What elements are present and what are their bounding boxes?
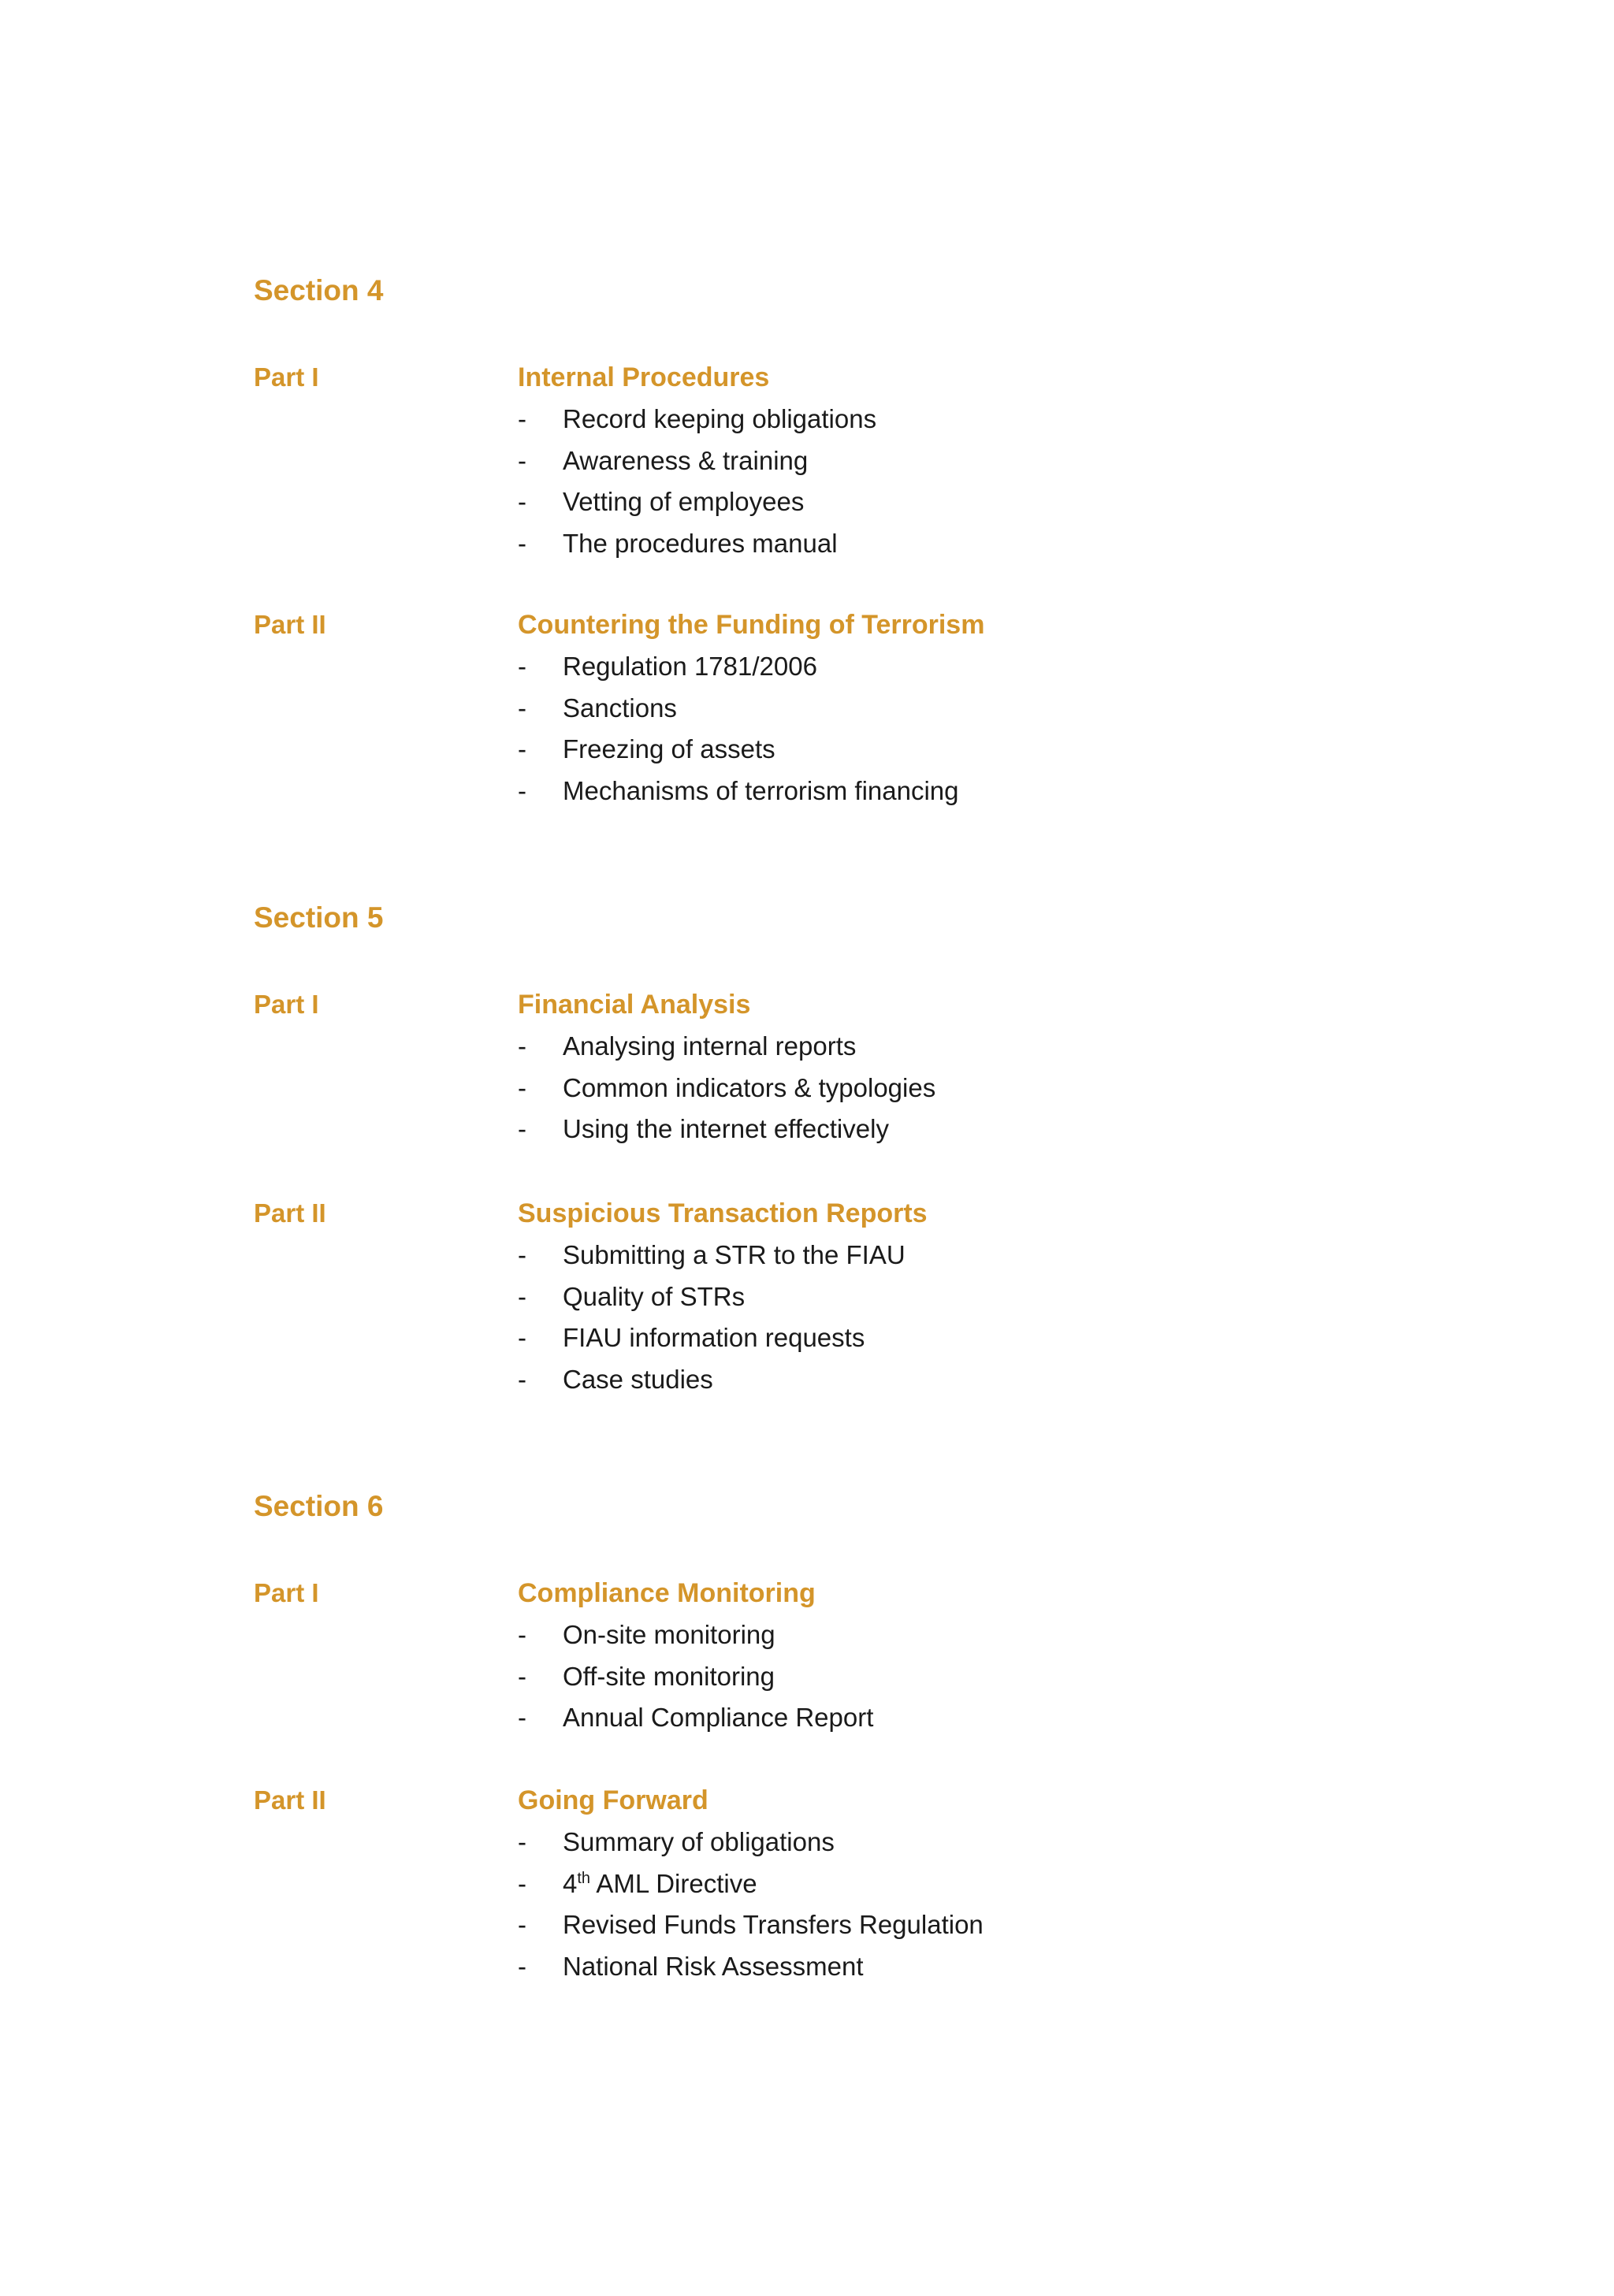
- bullet-dash: -: [518, 528, 526, 558]
- list-item: [518, 445, 1306, 489]
- list-item-text: Mechanisms of terrorism financing: [563, 775, 959, 805]
- bullet-dash: -: [518, 1072, 526, 1102]
- list-item-text: Sanctions: [563, 693, 677, 723]
- list-item-text: Common indicators & typologies: [563, 1072, 936, 1102]
- bullet-dash: -: [518, 1827, 526, 1856]
- list-item-text: National Risk Assessment: [563, 1951, 864, 1981]
- list-item-text: Quality of STRs: [563, 1281, 746, 1311]
- list-item: [518, 1072, 1306, 1116]
- topic-title: Going Forward: [518, 1785, 708, 1815]
- list-item: [518, 1704, 1306, 1746]
- part-label: Part II: [254, 610, 326, 639]
- list-item: [518, 1663, 1306, 1705]
- bullet-dash: -: [518, 1868, 526, 1898]
- part-label: Part II: [254, 1198, 326, 1228]
- list-item-text: Case studies: [563, 1364, 713, 1394]
- list-item: [518, 1242, 1306, 1284]
- list-item-text: Awareness & training: [563, 445, 809, 475]
- list-item: [518, 736, 1306, 778]
- topic-block: [518, 364, 1306, 571]
- list-item-text: Analysing internal reports: [563, 1031, 857, 1061]
- topic-block: [518, 611, 1306, 819]
- list-item-text: Vetting of employees: [563, 487, 805, 516]
- topic-list: [518, 1622, 1306, 1746]
- bullet-dash: -: [518, 1620, 526, 1649]
- list-item: [518, 1033, 1306, 1075]
- list-item-text: Submitting a STR to the FIAU: [563, 1240, 906, 1269]
- list-item-text: Using the internet effectively: [563, 1114, 889, 1143]
- bullet-dash: -: [518, 775, 526, 805]
- bullet-dash: -: [518, 1703, 526, 1732]
- topic-block: [518, 1580, 1306, 1746]
- topic-block: [518, 1787, 1306, 1994]
- bullet-dash: -: [518, 445, 526, 475]
- list-item: [518, 530, 1306, 572]
- list-item: [518, 1281, 1306, 1325]
- list-item: [518, 1116, 1306, 1157]
- directive-name: AML Directive: [590, 1868, 757, 1898]
- bullet-dash: -: [518, 1951, 526, 1981]
- topic-list: [518, 1033, 1306, 1157]
- list-item: [518, 1953, 1306, 1995]
- list-item-text: Annual Compliance Report: [563, 1703, 874, 1732]
- bullet-dash: -: [518, 1114, 526, 1143]
- list-item-text: [563, 1868, 757, 1898]
- bullet-dash: -: [518, 1281, 526, 1311]
- list-item: [518, 1911, 1306, 1953]
- part-label: Part II: [254, 1785, 326, 1815]
- list-item-text: FIAU information requests: [563, 1323, 865, 1352]
- topic-title: Financial Analysis: [518, 990, 751, 1020]
- list-item: [518, 775, 1306, 819]
- bullet-dash: -: [518, 487, 526, 516]
- list-item: [518, 406, 1306, 448]
- list-item: [518, 489, 1306, 530]
- bullet-dash: -: [518, 404, 526, 433]
- part-label: Part I: [254, 1578, 319, 1607]
- bullet-dash: -: [518, 693, 526, 723]
- list-item: [518, 695, 1306, 737]
- bullet-dash: -: [518, 1323, 526, 1352]
- topic-list: [518, 653, 1306, 819]
- list-item-text: Freezing of assets: [563, 734, 775, 763]
- list-item-text: Revised Funds Transfers Regulation: [563, 1910, 984, 1939]
- ordinal-suffix: th: [577, 1869, 591, 1887]
- topic-block: [518, 991, 1306, 1157]
- list-item-text: The procedures manual: [563, 528, 838, 558]
- list-item: [518, 1868, 1306, 1912]
- bullet-dash: -: [518, 1364, 526, 1394]
- list-item-text: Record keeping obligations: [563, 404, 877, 433]
- list-item-text: Regulation 1781/2006: [563, 652, 817, 681]
- list-item: [518, 1324, 1306, 1366]
- topic-title: Internal Procedures: [518, 362, 770, 392]
- topic-title: Compliance Monitoring: [518, 1578, 816, 1608]
- topic-title: Countering the Funding of Terrorism: [518, 610, 985, 640]
- list-item-text: Summary of obligations: [563, 1827, 835, 1856]
- list-item: [518, 1622, 1306, 1663]
- list-item-text: Off-site monitoring: [563, 1661, 775, 1691]
- bullet-dash: -: [518, 734, 526, 763]
- list-item: [518, 1829, 1306, 1871]
- section-heading: Section 4: [254, 274, 384, 307]
- list-item: [518, 1366, 1306, 1408]
- bullet-dash: -: [518, 1661, 526, 1691]
- bullet-dash: -: [518, 1240, 526, 1269]
- list-item: [518, 653, 1306, 695]
- list-item-text: On-site monitoring: [563, 1620, 775, 1649]
- topic-list: [518, 1242, 1306, 1407]
- topic-block: [518, 1200, 1306, 1407]
- topic-title: Suspicious Transaction Reports: [518, 1198, 928, 1228]
- topic-list: [518, 1829, 1306, 1994]
- section-heading: Section 5: [254, 901, 384, 934]
- part-label: Part I: [254, 362, 319, 392]
- bullet-dash: -: [518, 1031, 526, 1061]
- directive-number: 4: [563, 1868, 578, 1898]
- part-label: Part I: [254, 990, 319, 1019]
- bullet-dash: -: [518, 1910, 526, 1939]
- section-heading: Section 6: [254, 1490, 384, 1522]
- bullet-dash: -: [518, 652, 526, 681]
- topic-list: [518, 406, 1306, 571]
